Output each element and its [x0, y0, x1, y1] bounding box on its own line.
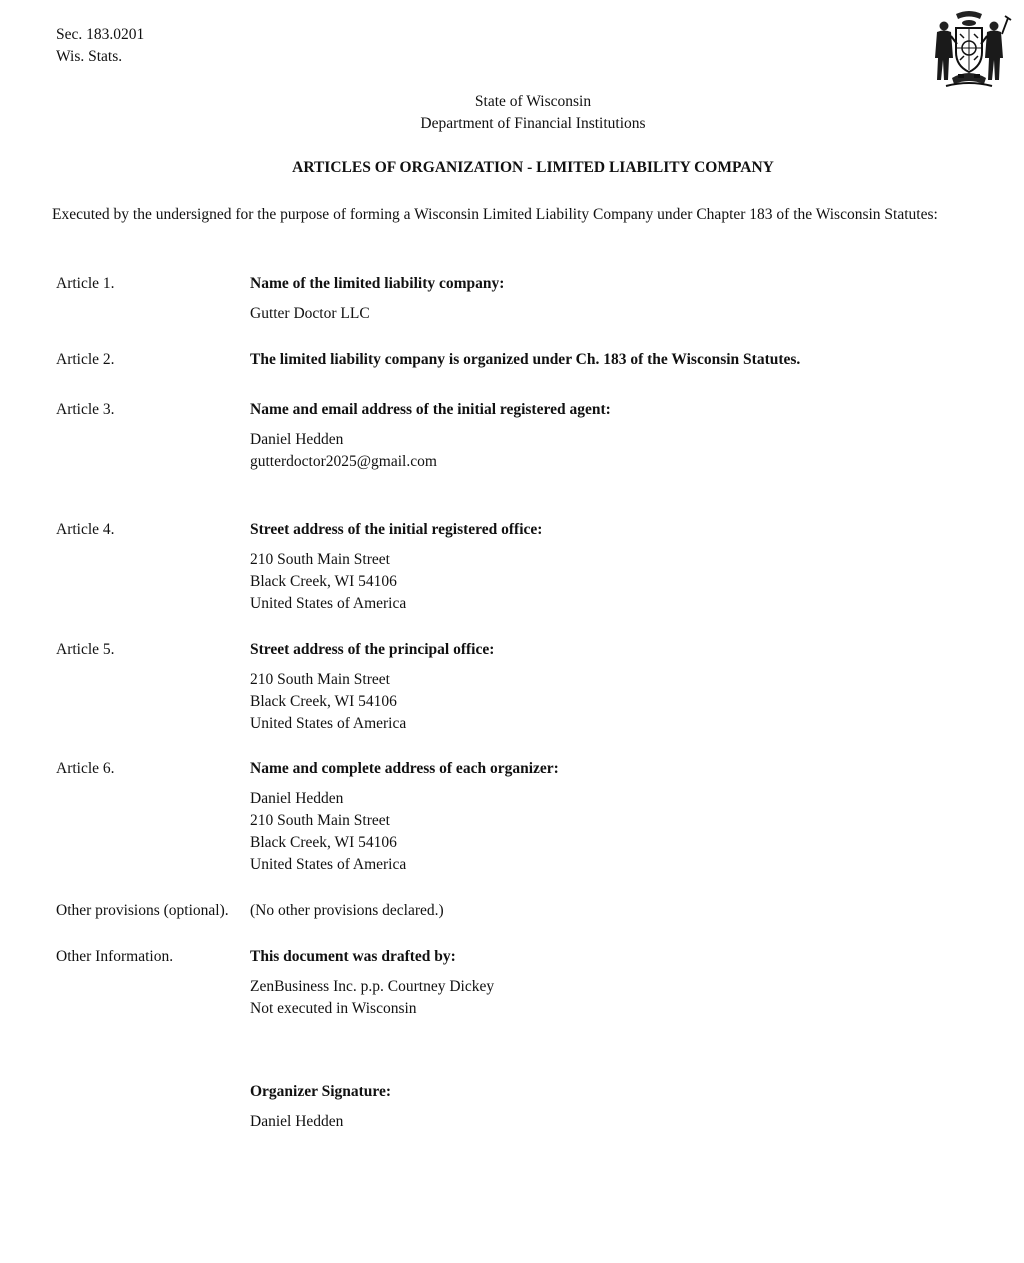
article-6-heading: Name and complete address of each organizer: — [250, 760, 559, 777]
wisconsin-state-seal-icon — [926, 8, 1012, 90]
address-line: 210 South Main Street — [250, 551, 390, 568]
address-line: Black Creek, WI 54106 — [250, 573, 397, 590]
article-3-value — [250, 429, 437, 473]
statute-section: Sec. 183.0201 — [56, 26, 145, 43]
drafter-name: ZenBusiness Inc. p.p. Courtney Dickey — [250, 978, 495, 995]
other-information-value — [250, 976, 494, 1020]
other-information-heading: This document was drafted by: — [250, 948, 456, 965]
execution-note: Not executed in Wisconsin — [250, 1000, 417, 1017]
article-6-value — [250, 788, 406, 876]
address-line: Black Creek, WI 54106 — [250, 834, 397, 851]
document-title: ARTICLES OF ORGANIZATION - LIMITED LIABILITY COMPANY — [292, 159, 774, 176]
state-name: State of Wisconsin — [474, 93, 592, 110]
address-line: United States of America — [250, 856, 407, 873]
agent-email: gutterdoctor2025@gmail.com — [250, 453, 437, 470]
article-6-label: Article 6. — [56, 760, 115, 777]
statute-reference — [56, 24, 144, 68]
address-line: 210 South Main Street — [250, 671, 390, 688]
article-5-heading: Street address of the principal office: — [250, 641, 495, 658]
article-5-value — [250, 669, 406, 735]
article-2-label: Article 2. — [56, 351, 115, 368]
article-1-label: Article 1. — [56, 275, 115, 292]
article-1-value — [250, 303, 370, 325]
signature-name: Daniel Hedden — [250, 1113, 344, 1130]
signature-heading: Organizer Signature: — [250, 1083, 392, 1100]
agent-name: Daniel Hedden — [250, 431, 344, 448]
statute-source: Wis. Stats. — [56, 48, 123, 65]
article-4-value — [250, 549, 406, 615]
company-name: Gutter Doctor LLC — [250, 305, 370, 322]
document-header — [0, 91, 1024, 135]
article-1-heading: Name of the limited liability company: — [250, 275, 505, 292]
organizer-name: Daniel Hedden — [250, 790, 344, 807]
address-line: United States of America — [250, 715, 407, 732]
department-name: Department of Financial Institutions — [420, 115, 646, 132]
article-3-heading: Name and email address of the initial registered agent: — [250, 401, 611, 418]
address-line: Black Creek, WI 54106 — [250, 693, 397, 710]
other-provisions-label: Other provisions (optional). — [56, 902, 229, 919]
article-5-label: Article 5. — [56, 641, 115, 658]
article-2-heading: The limited liability company is organized under Ch. 183 of the Wisconsin Statutes. — [250, 351, 801, 368]
document-intro: Executed by the undersigned for the purpose of forming a Wisconsin Limited Liability Company under Chapter 183 of the Wisconsin Statutes: — [52, 206, 938, 223]
article-4-label: Article 4. — [56, 521, 115, 538]
other-information-label: Other Information. — [56, 948, 174, 965]
address-line: United States of America — [250, 595, 407, 612]
other-provisions-value: (No other provisions declared.) — [250, 902, 444, 919]
article-4-heading: Street address of the initial registered office: — [250, 521, 543, 538]
article-3-label: Article 3. — [56, 401, 115, 418]
address-line: 210 South Main Street — [250, 812, 390, 829]
